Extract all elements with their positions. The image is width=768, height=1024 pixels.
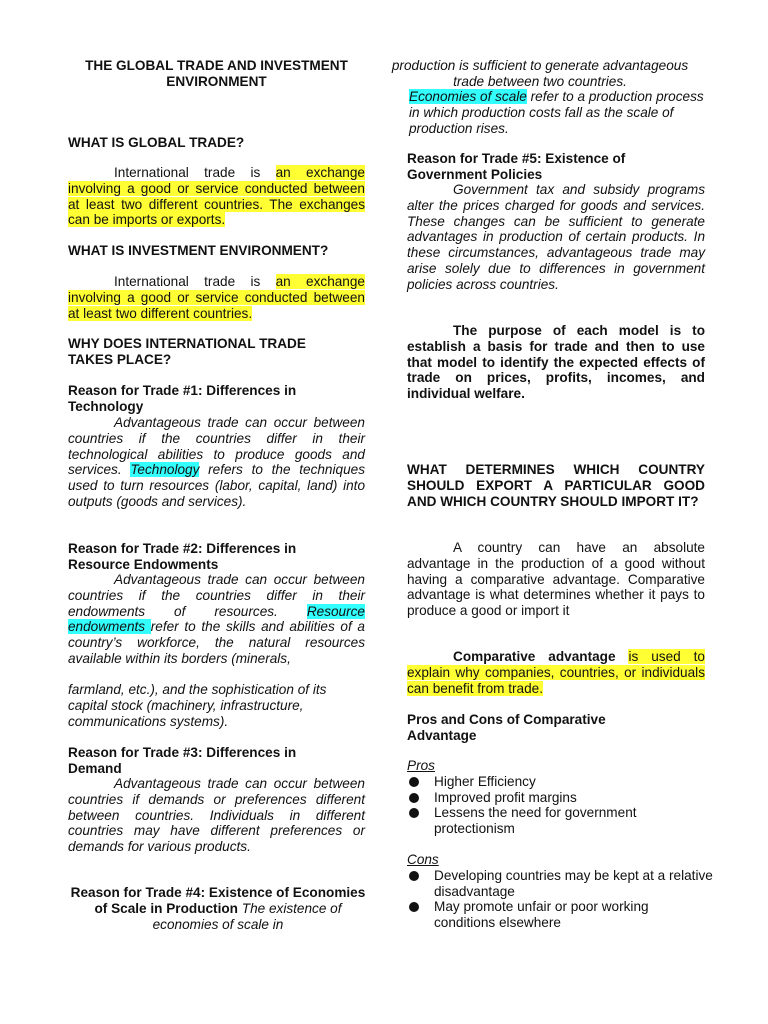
economies-of-scale-text: Economies of scale refer to a production process in which production costs fall as the scale of production rises. [409, 89, 704, 136]
heading-investment-environment: WHAT IS INVESTMENT ENVIRONMENT? [68, 243, 329, 258]
bullet-icon [409, 902, 419, 912]
heading-pros-cons: Pros and Cons of Comparative Advantage [407, 712, 606, 743]
list-item: May promote unfair or poor working conditions elsewhere [407, 899, 694, 931]
reason-4-text-cont: production is sufficient to generate advantageous trade between two countries. [391, 58, 689, 89]
heading-why-trade: WHY DOES INTERNATIONAL TRADE TAKES PLACE? [68, 336, 306, 367]
heading-what-determines: WHAT DETERMINES WHICH COUNTRY SHOULD EXPORT A PARTICULAR GOOD AND WHICH COUNTRY SHOULD IMPORT IT? [407, 462, 705, 509]
cons-section [407, 852, 713, 931]
reason-3-heading: Reason for Trade #3: Differences in Demand [68, 745, 297, 776]
pros-section [407, 758, 705, 837]
reason-4-heading: Reason for Trade #4: Existence of Economies of Scale in Production [70, 885, 366, 916]
reason-1-heading: Reason for Trade #1: Differences in Technology [68, 383, 297, 414]
absolute-advantage-paragraph: A country can have an absolute advantage in the production of a good without having a comparative advantage. Comparative advantage is what determines whether it pays to produce a good or import it [407, 540, 705, 619]
cons-label: Cons [407, 852, 439, 867]
purpose-paragraph: The purpose of each model is to establish a basis for trade and then to use that model to identify the expected effects of trade on prices, profits, incomes, and individual welfare. [407, 323, 705, 402]
highlight-economies-of-scale: Economies of scale [409, 89, 527, 104]
highlight-resource-endowments: Resource endowments [68, 603, 365, 635]
document-title: THE GLOBAL TRADE AND INVESTMENT ENVIRONMENT [85, 58, 348, 89]
comparative-advantage-paragraph: Comparative advantage is used to explain why companies, countries, or individuals can benefit from trade. [407, 649, 705, 696]
pros-label: Pros [407, 758, 435, 773]
reason-4-text: The existence of economies of scale in [152, 900, 342, 932]
highlight: an exchange involving a good or service conducted between at least two different countries. The exchanges can be imports or exports. [68, 165, 365, 228]
list-item: Developing countries may be kept at a relative disadvantage [407, 868, 714, 900]
list-item: Improved profit margins [407, 790, 705, 806]
highlight-technology: Technology [130, 462, 200, 478]
reason-3-text: Advantageous trade can occur between countries if demands or preferences different between countries. Individuals in different countries may have different preferences or demands for various products. [68, 776, 365, 855]
reason-2-text-cont: farmland, etc.), and the sophistication of its capital stock (machinery, infrastructure, communications systems). [68, 682, 327, 729]
bullet-icon [409, 871, 419, 881]
reason-5-text: Government tax and subsidy programs alter the prices charged for goods and services. These changes can be sufficient to generate advantages in production of certain products. In these circumstances, advantageous trade may arise solely due to differences in government policies across countries. [407, 182, 705, 292]
paragraph-global-trade: International trade is an exchange involving a good or service conducted between at least two different countries. The exchanges can be imports or exports. [68, 165, 365, 228]
reason-2-text: Advantageous trade can occur between countries if the countries differ in their endowments of resources. Resource endowments refer to the skills and abilities of a country’s workforce, the natural resources available within its borders (minerals, [68, 572, 365, 666]
cons-list [407, 867, 713, 931]
pros-list [407, 774, 705, 837]
reason-1-text: Advantageous trade can occur between countries if the countries differ in their technological abilities to produce goods and services. Technology refers to the techniques used to turn resources (labor, capital, land) into outputs (goods and services). [68, 415, 365, 509]
highlight: an exchange involving a good or service conducted between at least two different countries. [68, 274, 365, 321]
reason-5-heading: Reason for Trade #5: Existence of Government Policies [407, 151, 626, 182]
bullet-icon [409, 793, 419, 803]
reason-2-heading: Reason for Trade #2: Differences in Resource Endowments [68, 541, 297, 572]
reason-4-heading-block [68, 885, 368, 932]
paragraph-investment-environment: International trade is an exchange involving a good or service conducted between at least two different countries. [68, 274, 365, 321]
bullet-icon [409, 808, 419, 818]
list-item: Lessens the need for government protectionism [407, 805, 664, 837]
bullet-icon [409, 777, 419, 787]
heading-global-trade: WHAT IS GLOBAL TRADE? [68, 135, 245, 150]
list-item: Higher Efficiency [407, 774, 705, 790]
highlight: is used to explain why companies, countries, or individuals can benefit from trade. [407, 649, 705, 696]
